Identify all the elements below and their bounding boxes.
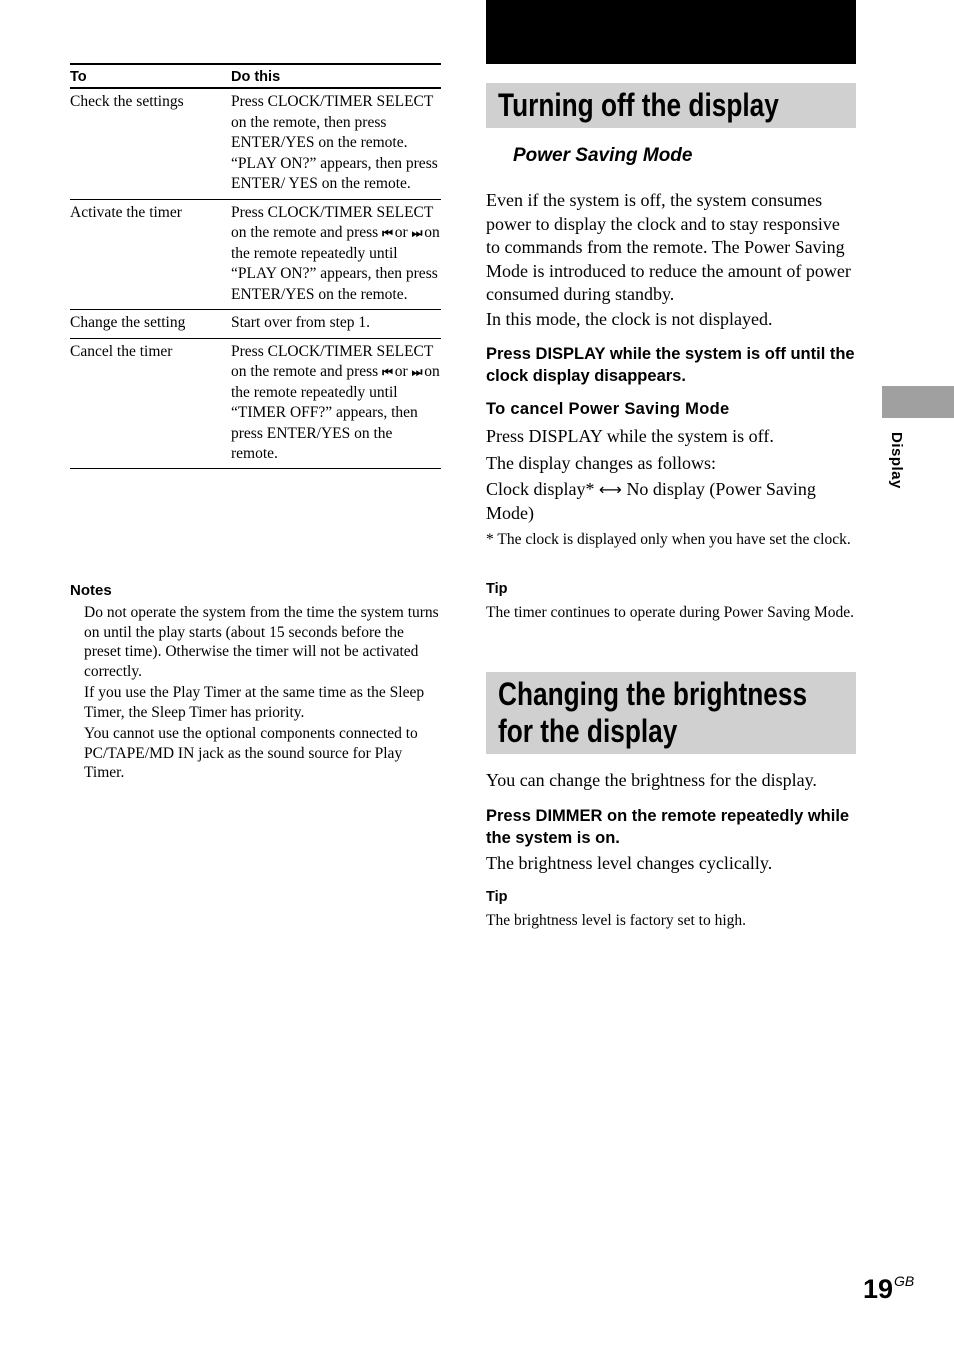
note-item: You cannot use the optional components connected to PC/TAPE/MD IN jack as the sound source for Play Timer. (84, 725, 418, 781)
double-arrow-icon: ⟷ (599, 480, 622, 499)
column-header-do-this: Do this (231, 64, 441, 88)
cell-text: Press CLOCK/TIMER SELECT on the remote, then press ENTER/YES on the remote. “PLAY ON?” appears, then press ENTER/ YES on the remote. (231, 93, 438, 192)
brightness-result: The brightness level changes cyclically. (486, 853, 773, 873)
section-title-changing-brightness (486, 672, 856, 754)
chapter-tab-marker (882, 386, 954, 418)
table-cell-do-this (231, 338, 441, 468)
tip-heading: Tip (486, 889, 508, 905)
section-title-text: for the display (498, 713, 678, 749)
power-saving-subheading: Power Saving Mode (513, 145, 693, 166)
cell-text: Start over from step 1. (231, 314, 371, 331)
table-cell-do-this (231, 199, 441, 310)
table-cell-do-this (231, 88, 441, 199)
table-cell-to: Change the setting (70, 310, 231, 339)
section-title-text: Changing the brightness (498, 676, 808, 712)
power-saving-intro-clock: In this mode, the clock is not displayed. (486, 309, 773, 329)
column-header-to: To (70, 64, 231, 88)
cell-text-or: or (394, 224, 408, 241)
tip-text: The timer continues to operate during Power Saving Mode. (486, 604, 855, 621)
cell-text: on the remote repeatedly until “TIMER OFF?” appears, then press ENTER/YES on the remote. (231, 363, 440, 462)
clock-footnote: * The clock is displayed only when you have set the clock. (486, 531, 851, 548)
cycle-no-display: No display (Power Saving Mode) (486, 479, 816, 523)
page-number (863, 1273, 914, 1305)
display-instruction: Press DISPLAY while the system is off until the clock display disappears. (486, 345, 855, 385)
table-header-row (70, 64, 441, 88)
table-row (70, 310, 441, 339)
brightness-intro: You can change the brightness for the display. (486, 770, 817, 790)
display-cycle (486, 478, 856, 525)
note-item: If you use the Play Timer at the same time as the Sleep Timer, the Sleep Timer has priority. (84, 684, 425, 721)
cell-text: Press CLOCK/TIMER SELECT on the remote and press (231, 203, 434, 241)
page-number-suffix: GB (894, 1273, 915, 1289)
tip-text: The brightness level is factory set to high. (486, 912, 746, 929)
cycle-clock-display: Clock display* (486, 479, 595, 499)
timer-operations-table (70, 63, 441, 469)
tip-heading: Tip (486, 581, 508, 597)
previous-track-icon: ⏮ (382, 365, 391, 379)
table-cell-to: Activate the timer (70, 199, 231, 310)
page-number-value: 19 (863, 1274, 894, 1304)
chapter-header-bar (486, 0, 856, 64)
table-cell-do-this (231, 310, 441, 339)
cancel-power-saving-heading: To cancel Power Saving Mode (486, 400, 730, 418)
power-saving-intro: Even if the system is off, the system consumes power to display the clock and to stay responsive to commands from the remote. The Power Saving Mode is introduced to reduce the amount of power consumed during standby. (486, 190, 851, 304)
display-changes-text: The display changes as follows: (486, 453, 716, 473)
table-row (70, 88, 441, 199)
cancel-power-saving-text: Press DISPLAY while the system is off. (486, 426, 774, 446)
table-row (70, 199, 441, 310)
section-title-text: Turning off the display (498, 87, 779, 123)
chapter-tab-label: Display (888, 432, 905, 489)
table-cell-to: Cancel the timer (70, 338, 231, 468)
cell-text: Press CLOCK/TIMER SELECT on the remote and press (231, 342, 434, 380)
next-track-icon: ⏭ (411, 365, 421, 379)
cell-text: on the remote repeatedly until “PLAY ON?” appears, then press ENTER/YES on the remote. (231, 224, 440, 303)
cell-text-or: or (394, 363, 408, 380)
next-track-icon: ⏭ (411, 226, 421, 240)
table-cell-to: Check the settings (70, 88, 231, 199)
section-title-turning-off-display (486, 83, 856, 128)
table-row (70, 338, 441, 468)
previous-track-icon: ⏮ (382, 226, 391, 240)
dimmer-instruction: Press DIMMER on the remote repeatedly while the system is on. (486, 807, 850, 847)
note-item: Do not operate the system from the time the system turns on until the play starts (about 15 seconds before the preset time). Otherwise the timer will not be activated correctly. (84, 604, 439, 680)
notes-heading: Notes (70, 582, 112, 599)
